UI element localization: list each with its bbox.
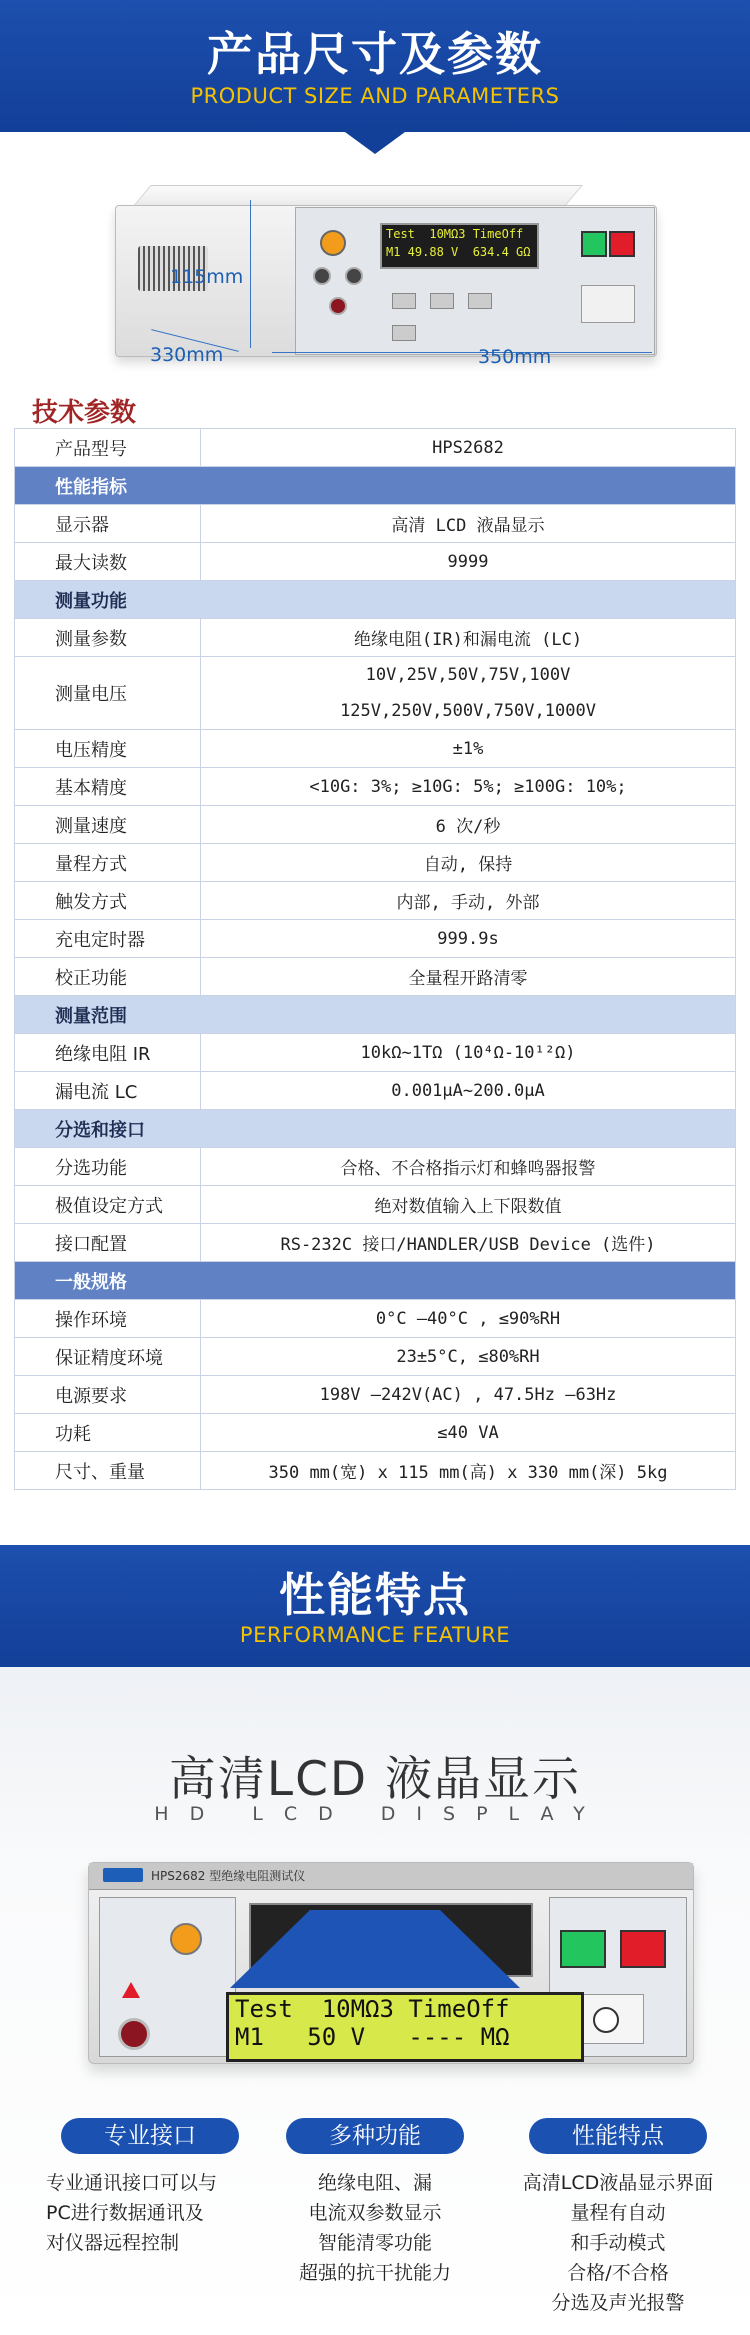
spec-key: 极值设定方式 — [15, 1186, 201, 1224]
feature-line: 量程有自动 — [570, 2202, 666, 2224]
feature-text — [255, 2168, 495, 2288]
feature-line: 高清LCD液晶显示界面 — [522, 2172, 714, 2194]
table-row — [15, 806, 736, 844]
table-row — [15, 882, 736, 920]
spec-value — [201, 657, 736, 730]
spec-value: 合格、不合格指示灯和蜂鸣器报警 — [201, 1148, 736, 1186]
spec-key: 保证精度环境 — [15, 1338, 201, 1376]
table-row — [15, 619, 736, 657]
feature-title: 专业接口 — [61, 2118, 239, 2154]
spec-value: 高清 LCD 液晶显示 — [201, 505, 736, 543]
banner-subtitle: PERFORMANCE FEATURE — [239, 1623, 511, 1647]
reset-button — [620, 1930, 666, 1968]
feature-line: 分选及声光报警 — [551, 2292, 685, 2314]
spec-value: 0°C —40°C , ≤90%RH — [201, 1300, 736, 1338]
group-row — [15, 1262, 736, 1300]
spec-value-line: 125V,250V,500V,750V,1000V — [340, 701, 596, 721]
spec-key: 最大读数 — [15, 543, 201, 581]
table-row — [15, 1034, 736, 1072]
table-row — [15, 1072, 736, 1110]
spec-value: 绝对数值输入上下限数值 — [201, 1186, 736, 1224]
feature-line: 对仪器远程控制 — [46, 2232, 180, 2254]
lcd-zoom — [226, 1992, 584, 2062]
depth-dimension: 330mm — [150, 344, 224, 366]
feature-line: 绝缘电阻、漏 — [317, 2172, 432, 2194]
spec-key: 绝缘电阻 IR — [15, 1034, 201, 1072]
start-button — [581, 231, 607, 257]
table-row — [15, 1414, 736, 1452]
group-header: 测量范围 — [15, 996, 736, 1034]
spec-key: 功耗 — [15, 1414, 201, 1452]
spec-value: 23±5°C, ≤80%RH — [201, 1338, 736, 1376]
group-header: 分选和接口 — [15, 1110, 736, 1148]
spec-value: 9999 — [201, 543, 736, 581]
spec-key: 测量参数 — [15, 619, 201, 657]
spec-value: 0.001μA~200.0μA — [201, 1072, 736, 1110]
voltage-knob — [170, 1923, 202, 1955]
group-row — [15, 1110, 736, 1148]
left-panel — [99, 1897, 236, 2057]
spec-title: 技术参数 — [32, 398, 137, 428]
header-banner — [0, 0, 750, 132]
feature-line: 专业通讯接口可以与 — [46, 2172, 218, 2194]
table-row — [15, 730, 736, 768]
device-header-stripe — [89, 1863, 693, 1890]
feature-line: 电流双参数显示 — [308, 2202, 442, 2224]
table-row — [15, 657, 736, 730]
table-row — [15, 1452, 736, 1490]
spec-value: 绝缘电阻(IR)和漏电流 (LC) — [201, 619, 736, 657]
group-row — [15, 996, 736, 1034]
power-icon — [593, 2007, 619, 2033]
banner-notch — [345, 132, 405, 154]
spec-value: ≤40 VA — [201, 1414, 736, 1452]
spec-value: 内部, 手动, 外部 — [201, 882, 736, 920]
table-row — [15, 920, 736, 958]
lcd-line: Test 10MΩ3 TimeOff — [235, 1995, 510, 2023]
table-row — [15, 505, 736, 543]
spec-value: 350 mm(宽) x 115 mm(高) x 330 mm(深) 5kg — [201, 1452, 736, 1490]
spec-key: 分选功能 — [15, 1148, 201, 1186]
group-row — [15, 581, 736, 619]
table-row — [15, 958, 736, 996]
input-jack — [313, 267, 331, 285]
spec-value: 6 次/秒 — [201, 806, 736, 844]
spec-value: 全量程开路清零 — [201, 958, 736, 996]
spec-key: 基本精度 — [15, 768, 201, 806]
banner-title: 性能特点 — [279, 1568, 471, 1622]
spec-key: 测量速度 — [15, 806, 201, 844]
hd-title: 高清LCD 液晶显示 — [168, 1752, 582, 1807]
group-header: 测量功能 — [15, 581, 736, 619]
spec-key: 电源要求 — [15, 1376, 201, 1414]
spec-key: 电压精度 — [15, 730, 201, 768]
spec-key: 显示器 — [15, 505, 201, 543]
feature-interface — [30, 2118, 270, 2258]
feature-line: PC进行数据通讯及 — [46, 2202, 204, 2224]
banner-title: 产品尺寸及参数 — [207, 27, 543, 81]
spec-value: ±1% — [201, 730, 736, 768]
voltage-knob — [320, 230, 346, 256]
spec-value: 10kΩ~1TΩ (10⁴Ω-10¹²Ω) — [201, 1034, 736, 1072]
device-model-label: HPS2682 型绝缘电阻测试仪 — [151, 1869, 306, 1883]
lcd-screen — [380, 223, 539, 269]
table-row — [15, 429, 736, 467]
spec-value: RS-232C 接口/HANDLER/USB Device (选件) — [201, 1224, 736, 1262]
spec-key: 漏电流 LC — [15, 1072, 201, 1110]
spec-key: 触发方式 — [15, 882, 201, 920]
table-row — [15, 1224, 736, 1262]
input-jack — [345, 267, 363, 285]
zoom-beam — [230, 1910, 520, 1988]
output-jack — [118, 2018, 150, 2050]
spec-value-line: 10V,25V,50V,75V,100V — [365, 665, 571, 685]
feature-title: 多种功能 — [286, 2118, 464, 2154]
table-row — [15, 768, 736, 806]
table-row — [15, 1300, 736, 1338]
spec-value: <10G: 3%; ≥10G: 5%; ≥100G: 10%; — [201, 768, 736, 806]
spec-key: 量程方式 — [15, 844, 201, 882]
group-row — [15, 467, 736, 505]
table-row — [15, 1376, 736, 1414]
table-row — [15, 1148, 736, 1186]
spec-key: 充电定时器 — [15, 920, 201, 958]
brand-logo — [103, 1868, 143, 1882]
table-row — [15, 543, 736, 581]
spec-value: HPS2682 — [201, 429, 736, 467]
lcd-line: M1 49.88 V 634.4 GΩ — [386, 245, 531, 259]
hd-subtitle: HD LCD DISPLAY — [154, 1803, 606, 1825]
spec-key: 操作环境 — [15, 1300, 201, 1338]
feature-line: 合格/不合格 — [567, 2262, 669, 2284]
feature-title: 性能特点 — [529, 2118, 707, 2154]
spec-key: 测量电压 — [15, 657, 201, 730]
spec-value: 自动, 保持 — [201, 844, 736, 882]
start-button — [560, 1930, 606, 1968]
feature-banner — [0, 1545, 750, 1667]
group-header: 性能指标 — [15, 467, 736, 505]
banner-subtitle: PRODUCT SIZE AND PARAMETERS — [190, 84, 560, 108]
lcd-line: Test 10MΩ3 TimeOff — [386, 227, 524, 241]
spec-key: 尺寸、重量 — [15, 1452, 201, 1490]
group-header: 一般规格 — [15, 1262, 736, 1300]
feature-functions — [255, 2118, 495, 2288]
height-dimension: 115mm — [170, 266, 244, 288]
feature-text — [30, 2168, 270, 2258]
spec-key: 校正功能 — [15, 958, 201, 996]
spec-key: 产品型号 — [15, 429, 201, 467]
table-row — [15, 1338, 736, 1376]
spec-value: 198V —242V(AC) , 47.5Hz —63Hz — [201, 1376, 736, 1414]
warning-icon — [122, 1982, 140, 1998]
spec-value: 999.9s — [201, 920, 736, 958]
table-row — [15, 844, 736, 882]
feature-line: 超强的抗干扰能力 — [298, 2262, 451, 2284]
keypad — [385, 287, 535, 313]
lcd-line: M1 50 V ---- MΩ — [235, 2023, 510, 2051]
spec-key: 接口配置 — [15, 1224, 201, 1262]
feature-text — [498, 2168, 738, 2318]
feature-line: 和手动模式 — [570, 2232, 666, 2254]
height-dimension-line — [250, 200, 251, 348]
power-switch — [581, 285, 635, 323]
feature-line: 智能清零功能 — [317, 2232, 432, 2254]
width-dimension-line — [272, 352, 652, 353]
stop-button — [609, 231, 635, 257]
table-row — [15, 1186, 736, 1224]
width-dimension: 350mm — [478, 346, 552, 368]
output-jack — [329, 297, 347, 315]
spec-table — [14, 428, 736, 1490]
feature-performance — [498, 2118, 738, 2318]
